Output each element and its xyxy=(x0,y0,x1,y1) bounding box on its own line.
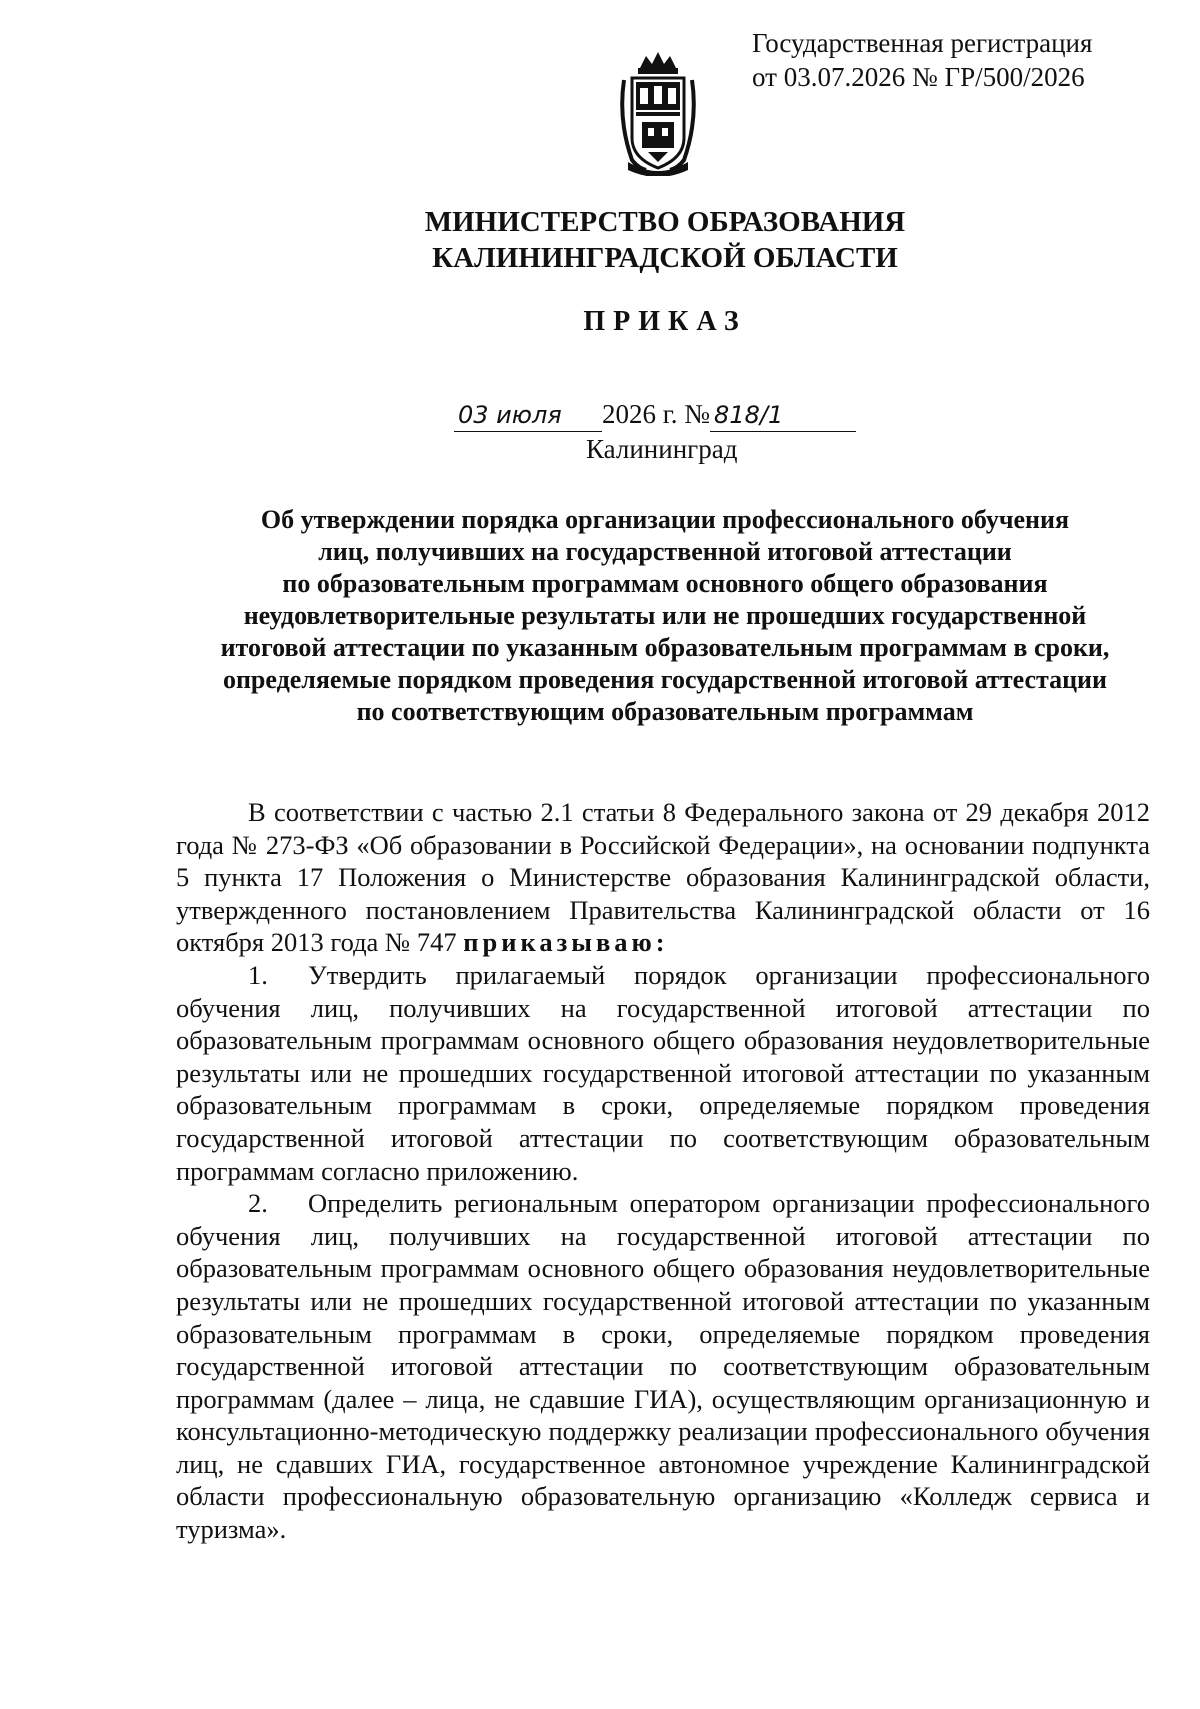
kaliningrad-coat-of-arms-icon xyxy=(618,50,698,176)
title-line: определяемые порядком проведения государственной итоговой аттестации xyxy=(222,665,1108,694)
title-line: лиц, получивших на государственной итоговой аттестации xyxy=(318,537,1012,566)
handwritten-order-number: 818/1 xyxy=(710,399,856,432)
title-line: неудовлетворительные результаты или не прошедших государственной xyxy=(243,601,1087,630)
order-heading: ПРИКАЗ xyxy=(583,306,747,337)
item-text: Определить региональным оператором организации профессионального обучения лиц, получивших на государственной итоговой аттестации по образовательным программам основного общего образования неудовлетворительные результаты или не прошедших государственной итоговой аттестации по указанным образовательным программам в сроки, определяемые порядком проведения государственной итоговой аттестации по соответствующим образовательным программам (далее – лица, не сдавшие ГИА), осуществляющим организационную и консультационно-методическую поддержку реализации профессионального обучения лиц, не сдавших ГИА, государственное автономное учреждение Калининградской области профессиональную образовательную организацию «Колледж сервиса и туризма». xyxy=(176,1188,1150,1545)
item-number: 1. xyxy=(248,959,268,990)
preamble-paragraph xyxy=(176,796,1150,959)
handwritten-date: 03 июля xyxy=(454,399,602,432)
preamble-text: В соответствии с частью 2.1 статьи 8 Федерального закона от 29 декабря 2012 года № 273-ФЗ «Об образовании в Российской Федерации», на основании подпункта 5 пункта 17 Положения о Министерстве образования Калининградской области, утвержденного постановлением Правительства Калининградской области от 16 октября 2013 года № 747 xyxy=(176,797,1150,958)
city-name: Калининград xyxy=(586,434,738,464)
order-item-1 xyxy=(176,959,1150,1187)
title-line: по соответствующим образовательным программам xyxy=(356,697,974,726)
title-line: по образовательным программам основного общего образования xyxy=(282,569,1048,598)
order-year: 2026 г. xyxy=(602,399,678,429)
order-body xyxy=(176,796,1150,1546)
number-sign: № xyxy=(684,399,711,429)
item-number: 2. xyxy=(248,1188,268,1219)
order-item-2 xyxy=(176,1187,1150,1546)
registration-line-2: от 03.07.2026 № ГР/500/2026 xyxy=(752,62,1085,92)
ministry-name xyxy=(0,204,1200,276)
registration-line-1: Государственная регистрация xyxy=(752,28,1093,58)
item-text: Утвердить прилагаемый порядок организации профессионального обучения лиц, получивших на государственной итоговой аттестации по образовательным программам основного общего образования неудовлетворительные результаты или не прошедших государственной итоговой аттестации по указанным образовательным программам в сроки, определяемые порядком проведения государственной итоговой аттестации по соответствующим образовательным программам согласно приложению. xyxy=(176,959,1150,1186)
ministry-line-2: КАЛИНИНГРАДСКОЙ ОБЛАСТИ xyxy=(432,242,898,274)
order-verb: приказываю: xyxy=(463,927,669,958)
title-line: Об утверждении порядка организации профессионального обучения xyxy=(260,505,1070,534)
title-line: итоговой аттестации по указанным образовательным программам в сроки, xyxy=(220,633,1110,662)
ministry-line-1: МИНИСТЕРСТВО ОБРАЗОВАНИЯ xyxy=(424,206,906,238)
order-date-line xyxy=(454,398,856,432)
registration-stamp xyxy=(752,26,1092,94)
order-title xyxy=(170,504,1160,728)
